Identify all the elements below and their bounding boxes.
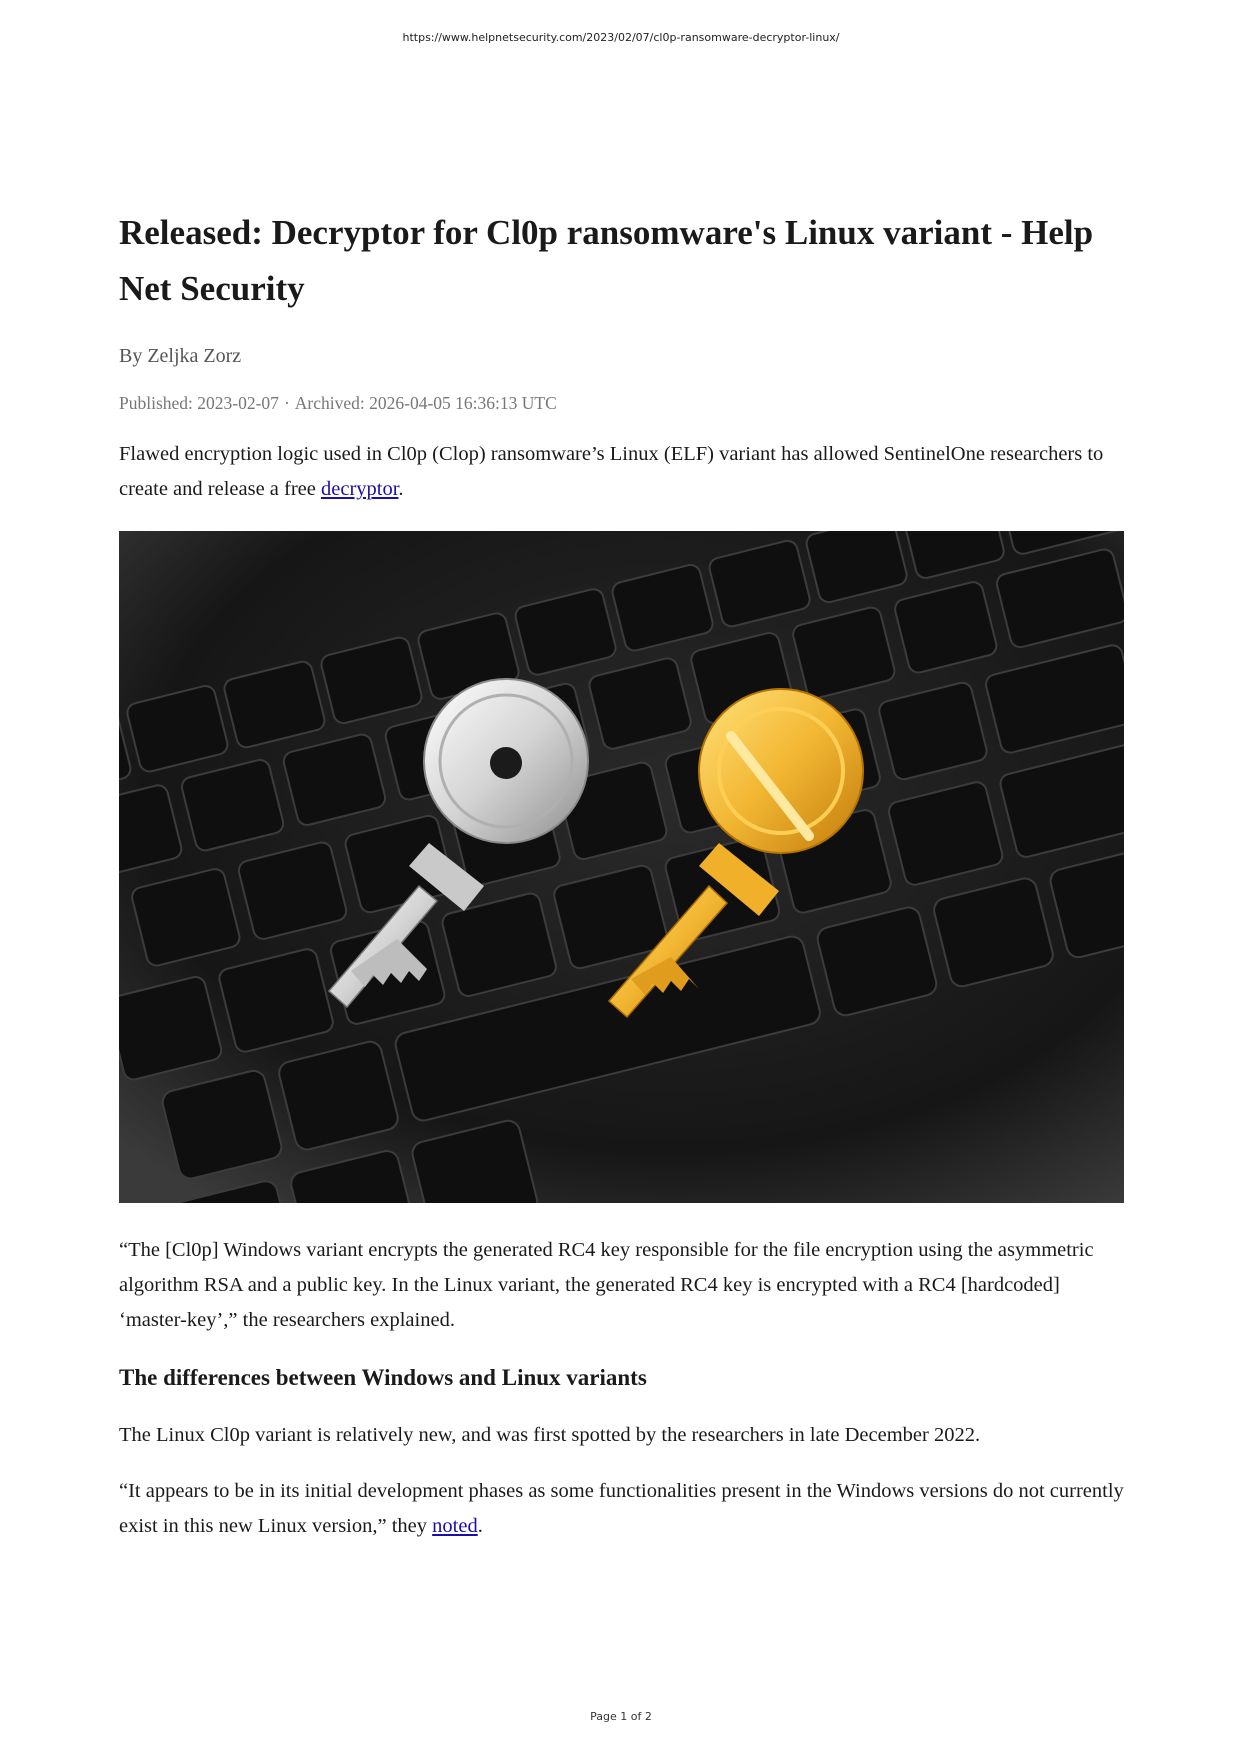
keys-on-keyboard-image [119,531,1124,1203]
intro-text: Flawed encryption logic used in Cl0p (Clop) ransomware’s Linux (ELF) variant has allowed SentinelOne researchers to create and release a free [119,443,1104,500]
noted-link[interactable]: noted [432,1515,478,1537]
meta-separator: · [283,393,290,413]
article-byline: By Zeljka Zorz [119,345,242,367]
development-text: “It appears to be in its initial development phases as some functionalities present in the Windows versions do not currently exist in this new Linux version,” they [119,1480,1124,1537]
published-date: Published: 2023-02-07 [119,393,279,413]
development-paragraph [119,1474,1124,1544]
intro-end: . [398,478,404,500]
development-end: . [477,1515,483,1537]
page-number: Page 1 of 2 [590,1710,652,1723]
section-heading: The differences between Windows and Linux variants [119,1365,647,1390]
archived-date: Archived: 2026-04-05 16:36:13 UTC [294,393,557,413]
article-meta [119,390,1124,416]
article [119,205,1124,1544]
linux-variant-paragraph: The Linux Cl0p variant is relatively new, and was first spotted by the researchers in late December 2022. [119,1424,981,1446]
decryptor-link[interactable]: decryptor [321,478,399,500]
intro-paragraph [119,437,1124,507]
quote-paragraph: “The [Cl0p] Windows variant encrypts the generated RC4 key responsible for the file encryption using the asymmetric algorithm RSA and a public key. In the Linux variant, the generated RC4 key is encrypted with a RC4 [hardcoded] ‘master-key’,” the researchers explained. [119,1239,1094,1331]
article-title: Released: Decryptor for Cl0p ransomware's Linux variant - Help Net Security [119,213,1094,308]
page-url: https://www.helpnetsecurity.com/2023/02/07/cl0p-ransomware-decryptor-linux/ [402,31,840,44]
